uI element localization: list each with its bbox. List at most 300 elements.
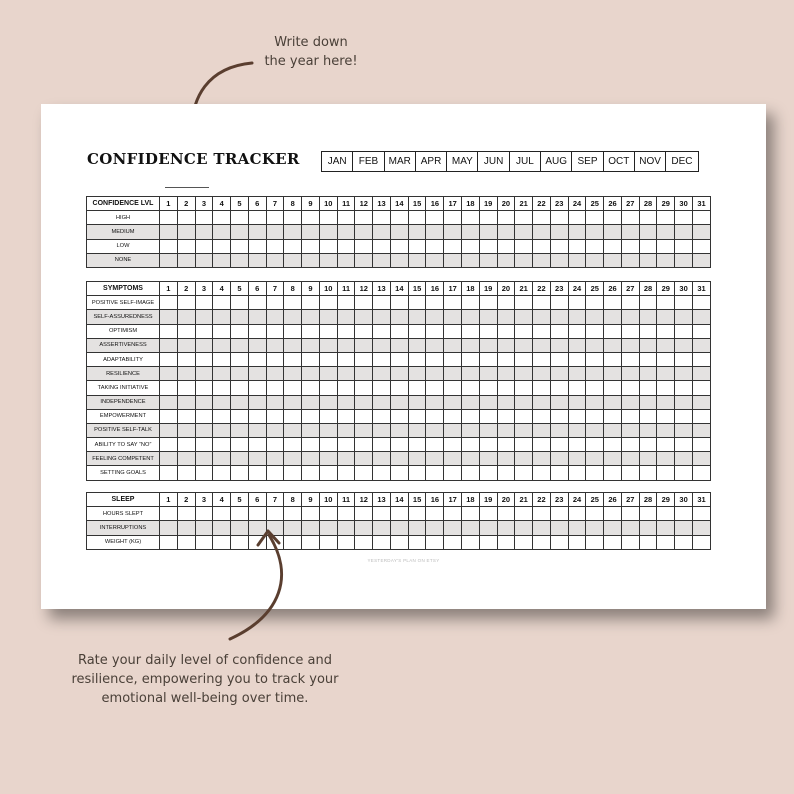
tracking-cell[interactable]	[408, 395, 426, 409]
tracking-cell[interactable]	[444, 507, 462, 521]
tracking-cell[interactable]	[177, 423, 195, 437]
tracking-cell[interactable]	[515, 521, 533, 535]
tracking-cell[interactable]	[426, 535, 444, 549]
tracking-cell[interactable]	[284, 310, 302, 324]
tracking-cell[interactable]	[355, 395, 373, 409]
tracking-cell[interactable]	[515, 452, 533, 466]
tracking-cell[interactable]	[355, 466, 373, 480]
tracking-cell[interactable]	[550, 438, 568, 452]
tracking-cell[interactable]	[231, 507, 249, 521]
tracking-cell[interactable]	[639, 324, 657, 338]
tracking-cell[interactable]	[248, 225, 266, 239]
tracking-cell[interactable]	[692, 239, 710, 253]
tracking-cell[interactable]	[657, 438, 675, 452]
tracking-cell[interactable]	[319, 367, 337, 381]
tracking-cell[interactable]	[639, 338, 657, 352]
tracking-cell[interactable]	[462, 211, 480, 225]
tracking-cell[interactable]	[160, 466, 178, 480]
tracking-cell[interactable]	[177, 338, 195, 352]
tracking-cell[interactable]	[444, 239, 462, 253]
tracking-cell[interactable]	[692, 225, 710, 239]
tracking-cell[interactable]	[319, 253, 337, 267]
tracking-cell[interactable]	[266, 296, 284, 310]
tracking-cell[interactable]	[515, 367, 533, 381]
tracking-cell[interactable]	[568, 466, 586, 480]
tracking-cell[interactable]	[266, 409, 284, 423]
tracking-cell[interactable]	[444, 438, 462, 452]
tracking-cell[interactable]	[195, 310, 213, 324]
tracking-cell[interactable]	[568, 296, 586, 310]
tracking-cell[interactable]	[444, 409, 462, 423]
tracking-cell[interactable]	[231, 211, 249, 225]
tracking-cell[interactable]	[568, 438, 586, 452]
tracking-cell[interactable]	[462, 324, 480, 338]
tracking-cell[interactable]	[248, 352, 266, 366]
tracking-cell[interactable]	[550, 324, 568, 338]
tracking-cell[interactable]	[533, 296, 551, 310]
tracking-cell[interactable]	[266, 338, 284, 352]
tracking-cell[interactable]	[195, 338, 213, 352]
tracking-cell[interactable]	[284, 395, 302, 409]
tracking-cell[interactable]	[160, 367, 178, 381]
tracking-cell[interactable]	[515, 409, 533, 423]
tracking-cell[interactable]	[515, 438, 533, 452]
tracking-cell[interactable]	[355, 535, 373, 549]
tracking-cell[interactable]	[533, 367, 551, 381]
tracking-cell[interactable]	[639, 438, 657, 452]
tracking-cell[interactable]	[373, 324, 391, 338]
tracking-cell[interactable]	[231, 438, 249, 452]
tracking-cell[interactable]	[692, 409, 710, 423]
tracking-cell[interactable]	[604, 423, 622, 437]
tracking-cell[interactable]	[319, 535, 337, 549]
tracking-cell[interactable]	[302, 239, 320, 253]
tracking-cell[interactable]	[160, 338, 178, 352]
tracking-cell[interactable]	[462, 352, 480, 366]
tracking-cell[interactable]	[692, 452, 710, 466]
tracking-cell[interactable]	[213, 225, 231, 239]
tracking-cell[interactable]	[160, 409, 178, 423]
tracking-cell[interactable]	[586, 253, 604, 267]
tracking-cell[interactable]	[515, 338, 533, 352]
tracking-cell[interactable]	[195, 225, 213, 239]
tracking-cell[interactable]	[497, 225, 515, 239]
tracking-cell[interactable]	[160, 395, 178, 409]
tracking-cell[interactable]	[284, 409, 302, 423]
tracking-cell[interactable]	[177, 352, 195, 366]
tracking-cell[interactable]	[248, 296, 266, 310]
tracking-cell[interactable]	[621, 296, 639, 310]
tracking-cell[interactable]	[533, 409, 551, 423]
tracking-cell[interactable]	[657, 296, 675, 310]
tracking-cell[interactable]	[692, 395, 710, 409]
tracking-cell[interactable]	[497, 466, 515, 480]
tracking-cell[interactable]	[444, 352, 462, 366]
tracking-cell[interactable]	[390, 466, 408, 480]
tracking-cell[interactable]	[497, 239, 515, 253]
tracking-cell[interactable]	[426, 521, 444, 535]
tracking-cell[interactable]	[355, 507, 373, 521]
tracking-cell[interactable]	[515, 535, 533, 549]
tracking-cell[interactable]	[621, 211, 639, 225]
tracking-cell[interactable]	[692, 338, 710, 352]
tracking-cell[interactable]	[390, 507, 408, 521]
month-feb[interactable]: FEB	[353, 152, 384, 171]
tracking-cell[interactable]	[479, 423, 497, 437]
tracking-cell[interactable]	[533, 521, 551, 535]
tracking-cell[interactable]	[675, 507, 693, 521]
tracking-cell[interactable]	[355, 310, 373, 324]
tracking-cell[interactable]	[373, 507, 391, 521]
tracking-cell[interactable]	[373, 395, 391, 409]
tracking-cell[interactable]	[160, 438, 178, 452]
tracking-cell[interactable]	[266, 438, 284, 452]
tracking-cell[interactable]	[675, 239, 693, 253]
tracking-cell[interactable]	[675, 409, 693, 423]
tracking-cell[interactable]	[213, 409, 231, 423]
tracking-cell[interactable]	[248, 395, 266, 409]
tracking-cell[interactable]	[586, 535, 604, 549]
tracking-cell[interactable]	[586, 466, 604, 480]
tracking-cell[interactable]	[355, 438, 373, 452]
tracking-cell[interactable]	[426, 409, 444, 423]
tracking-cell[interactable]	[177, 253, 195, 267]
tracking-cell[interactable]	[444, 381, 462, 395]
tracking-cell[interactable]	[604, 452, 622, 466]
tracking-cell[interactable]	[390, 239, 408, 253]
tracking-cell[interactable]	[497, 423, 515, 437]
tracking-cell[interactable]	[426, 466, 444, 480]
tracking-cell[interactable]	[568, 381, 586, 395]
tracking-cell[interactable]	[639, 507, 657, 521]
tracking-cell[interactable]	[621, 395, 639, 409]
tracking-cell[interactable]	[586, 367, 604, 381]
tracking-cell[interactable]	[550, 452, 568, 466]
tracking-cell[interactable]	[302, 381, 320, 395]
tracking-cell[interactable]	[479, 296, 497, 310]
tracking-cell[interactable]	[337, 310, 355, 324]
tracking-cell[interactable]	[568, 367, 586, 381]
tracking-cell[interactable]	[586, 395, 604, 409]
tracking-cell[interactable]	[497, 338, 515, 352]
tracking-cell[interactable]	[302, 535, 320, 549]
tracking-cell[interactable]	[675, 438, 693, 452]
tracking-cell[interactable]	[497, 352, 515, 366]
month-may[interactable]: MAY	[447, 152, 478, 171]
tracking-cell[interactable]	[657, 239, 675, 253]
tracking-cell[interactable]	[408, 225, 426, 239]
tracking-cell[interactable]	[533, 452, 551, 466]
tracking-cell[interactable]	[373, 438, 391, 452]
tracking-cell[interactable]	[195, 211, 213, 225]
tracking-cell[interactable]	[408, 521, 426, 535]
tracking-cell[interactable]	[195, 296, 213, 310]
tracking-cell[interactable]	[515, 253, 533, 267]
tracking-cell[interactable]	[444, 395, 462, 409]
tracking-cell[interactable]	[444, 466, 462, 480]
tracking-cell[interactable]	[213, 239, 231, 253]
tracking-cell[interactable]	[195, 253, 213, 267]
tracking-cell[interactable]	[586, 310, 604, 324]
tracking-cell[interactable]	[213, 438, 231, 452]
tracking-cell[interactable]	[604, 310, 622, 324]
tracking-cell[interactable]	[231, 395, 249, 409]
tracking-cell[interactable]	[604, 324, 622, 338]
tracking-cell[interactable]	[515, 239, 533, 253]
tracking-cell[interactable]	[284, 367, 302, 381]
month-oct[interactable]: OCT	[604, 152, 635, 171]
tracking-cell[interactable]	[621, 338, 639, 352]
tracking-cell[interactable]	[568, 423, 586, 437]
year-write-line[interactable]	[165, 187, 209, 188]
tracking-cell[interactable]	[408, 367, 426, 381]
tracking-cell[interactable]	[373, 338, 391, 352]
tracking-cell[interactable]	[373, 352, 391, 366]
tracking-cell[interactable]	[550, 535, 568, 549]
tracking-cell[interactable]	[337, 521, 355, 535]
tracking-cell[interactable]	[550, 211, 568, 225]
tracking-cell[interactable]	[497, 324, 515, 338]
tracking-cell[interactable]	[657, 352, 675, 366]
tracking-cell[interactable]	[160, 324, 178, 338]
tracking-cell[interactable]	[248, 381, 266, 395]
tracking-cell[interactable]	[373, 211, 391, 225]
tracking-cell[interactable]	[213, 296, 231, 310]
tracking-cell[interactable]	[160, 452, 178, 466]
tracking-cell[interactable]	[621, 225, 639, 239]
tracking-cell[interactable]	[160, 310, 178, 324]
tracking-cell[interactable]	[337, 296, 355, 310]
tracking-cell[interactable]	[195, 381, 213, 395]
tracking-cell[interactable]	[284, 338, 302, 352]
tracking-cell[interactable]	[462, 395, 480, 409]
tracking-cell[interactable]	[692, 535, 710, 549]
tracking-cell[interactable]	[248, 466, 266, 480]
tracking-cell[interactable]	[533, 211, 551, 225]
tracking-cell[interactable]	[266, 395, 284, 409]
tracking-cell[interactable]	[284, 452, 302, 466]
tracking-cell[interactable]	[675, 253, 693, 267]
tracking-cell[interactable]	[533, 225, 551, 239]
tracking-cell[interactable]	[319, 338, 337, 352]
tracking-cell[interactable]	[479, 507, 497, 521]
tracking-cell[interactable]	[373, 409, 391, 423]
tracking-cell[interactable]	[408, 381, 426, 395]
tracking-cell[interactable]	[284, 438, 302, 452]
tracking-cell[interactable]	[462, 310, 480, 324]
tracking-cell[interactable]	[302, 521, 320, 535]
tracking-cell[interactable]	[408, 452, 426, 466]
tracking-cell[interactable]	[621, 324, 639, 338]
month-nov[interactable]: NOV	[635, 152, 666, 171]
tracking-cell[interactable]	[568, 211, 586, 225]
tracking-cell[interactable]	[373, 423, 391, 437]
tracking-cell[interactable]	[657, 395, 675, 409]
tracking-cell[interactable]	[515, 395, 533, 409]
tracking-cell[interactable]	[586, 338, 604, 352]
tracking-cell[interactable]	[408, 352, 426, 366]
tracking-cell[interactable]	[515, 352, 533, 366]
tracking-cell[interactable]	[479, 409, 497, 423]
tracking-cell[interactable]	[550, 239, 568, 253]
tracking-cell[interactable]	[177, 296, 195, 310]
tracking-cell[interactable]	[248, 367, 266, 381]
tracking-cell[interactable]	[657, 225, 675, 239]
tracking-cell[interactable]	[515, 296, 533, 310]
tracking-cell[interactable]	[533, 310, 551, 324]
tracking-cell[interactable]	[319, 466, 337, 480]
tracking-cell[interactable]	[266, 352, 284, 366]
tracking-cell[interactable]	[533, 535, 551, 549]
tracking-cell[interactable]	[604, 535, 622, 549]
tracking-cell[interactable]	[444, 367, 462, 381]
tracking-cell[interactable]	[639, 310, 657, 324]
tracking-cell[interactable]	[373, 452, 391, 466]
tracking-cell[interactable]	[248, 211, 266, 225]
tracking-cell[interactable]	[550, 507, 568, 521]
tracking-cell[interactable]	[177, 535, 195, 549]
tracking-cell[interactable]	[497, 438, 515, 452]
tracking-cell[interactable]	[248, 507, 266, 521]
tracking-cell[interactable]	[284, 423, 302, 437]
tracking-cell[interactable]	[515, 381, 533, 395]
tracking-cell[interactable]	[302, 324, 320, 338]
tracking-cell[interactable]	[479, 452, 497, 466]
tracking-cell[interactable]	[462, 409, 480, 423]
tracking-cell[interactable]	[213, 367, 231, 381]
tracking-cell[interactable]	[390, 381, 408, 395]
tracking-cell[interactable]	[319, 507, 337, 521]
tracking-cell[interactable]	[497, 367, 515, 381]
tracking-cell[interactable]	[284, 211, 302, 225]
tracking-cell[interactable]	[479, 239, 497, 253]
tracking-cell[interactable]	[355, 225, 373, 239]
month-apr[interactable]: APR	[416, 152, 447, 171]
tracking-cell[interactable]	[639, 423, 657, 437]
tracking-cell[interactable]	[231, 423, 249, 437]
tracking-cell[interactable]	[462, 253, 480, 267]
tracking-cell[interactable]	[444, 338, 462, 352]
tracking-cell[interactable]	[586, 521, 604, 535]
tracking-cell[interactable]	[177, 507, 195, 521]
tracking-cell[interactable]	[160, 225, 178, 239]
tracking-cell[interactable]	[284, 253, 302, 267]
tracking-cell[interactable]	[586, 211, 604, 225]
tracking-cell[interactable]	[337, 253, 355, 267]
tracking-cell[interactable]	[213, 395, 231, 409]
tracking-cell[interactable]	[497, 507, 515, 521]
tracking-cell[interactable]	[426, 395, 444, 409]
tracking-cell[interactable]	[692, 296, 710, 310]
tracking-cell[interactable]	[639, 452, 657, 466]
tracking-cell[interactable]	[355, 239, 373, 253]
tracking-cell[interactable]	[533, 466, 551, 480]
tracking-cell[interactable]	[586, 423, 604, 437]
tracking-cell[interactable]	[604, 352, 622, 366]
tracking-cell[interactable]	[160, 296, 178, 310]
tracking-cell[interactable]	[675, 521, 693, 535]
tracking-cell[interactable]	[657, 521, 675, 535]
tracking-cell[interactable]	[248, 239, 266, 253]
tracking-cell[interactable]	[604, 253, 622, 267]
tracking-cell[interactable]	[337, 381, 355, 395]
tracking-cell[interactable]	[568, 409, 586, 423]
tracking-cell[interactable]	[302, 452, 320, 466]
tracking-cell[interactable]	[302, 466, 320, 480]
tracking-cell[interactable]	[479, 381, 497, 395]
tracking-cell[interactable]	[692, 381, 710, 395]
tracking-cell[interactable]	[319, 324, 337, 338]
tracking-cell[interactable]	[515, 310, 533, 324]
tracking-cell[interactable]	[604, 225, 622, 239]
month-dec[interactable]: DEC	[671, 156, 693, 167]
tracking-cell[interactable]	[177, 466, 195, 480]
tracking-cell[interactable]	[550, 381, 568, 395]
tracking-cell[interactable]	[177, 521, 195, 535]
tracking-cell[interactable]	[444, 296, 462, 310]
tracking-cell[interactable]	[373, 296, 391, 310]
tracking-cell[interactable]	[195, 367, 213, 381]
tracking-cell[interactable]	[195, 507, 213, 521]
tracking-cell[interactable]	[248, 253, 266, 267]
tracking-cell[interactable]	[231, 466, 249, 480]
tracking-cell[interactable]	[568, 452, 586, 466]
tracking-cell[interactable]	[604, 409, 622, 423]
tracking-cell[interactable]	[266, 507, 284, 521]
tracking-cell[interactable]	[284, 225, 302, 239]
tracking-cell[interactable]	[319, 423, 337, 437]
tracking-cell[interactable]	[319, 225, 337, 239]
tracking-cell[interactable]	[639, 521, 657, 535]
tracking-cell[interactable]	[497, 395, 515, 409]
tracking-cell[interactable]	[248, 423, 266, 437]
tracking-cell[interactable]	[390, 352, 408, 366]
tracking-cell[interactable]	[284, 507, 302, 521]
tracking-cell[interactable]	[213, 352, 231, 366]
tracking-cell[interactable]	[675, 310, 693, 324]
tracking-cell[interactable]	[657, 466, 675, 480]
tracking-cell[interactable]	[177, 225, 195, 239]
tracking-cell[interactable]	[302, 253, 320, 267]
tracking-cell[interactable]	[621, 535, 639, 549]
tracking-cell[interactable]	[373, 466, 391, 480]
tracking-cell[interactable]	[248, 338, 266, 352]
tracking-cell[interactable]	[462, 367, 480, 381]
tracking-cell[interactable]	[604, 395, 622, 409]
tracking-cell[interactable]	[675, 324, 693, 338]
tracking-cell[interactable]	[302, 367, 320, 381]
tracking-cell[interactable]	[692, 352, 710, 366]
tracking-cell[interactable]	[213, 507, 231, 521]
tracking-cell[interactable]	[550, 352, 568, 366]
tracking-cell[interactable]	[639, 466, 657, 480]
tracking-cell[interactable]	[692, 211, 710, 225]
tracking-cell[interactable]	[177, 452, 195, 466]
tracking-cell[interactable]	[213, 338, 231, 352]
tracking-cell[interactable]	[639, 211, 657, 225]
tracking-cell[interactable]	[319, 352, 337, 366]
tracking-cell[interactable]	[266, 423, 284, 437]
tracking-cell[interactable]	[515, 423, 533, 437]
tracking-cell[interactable]	[479, 395, 497, 409]
month-sep[interactable]: SEP	[572, 152, 603, 171]
tracking-cell[interactable]	[533, 352, 551, 366]
tracking-cell[interactable]	[692, 466, 710, 480]
tracking-cell[interactable]	[462, 438, 480, 452]
tracking-cell[interactable]	[692, 253, 710, 267]
tracking-cell[interactable]	[586, 352, 604, 366]
tracking-cell[interactable]	[479, 253, 497, 267]
